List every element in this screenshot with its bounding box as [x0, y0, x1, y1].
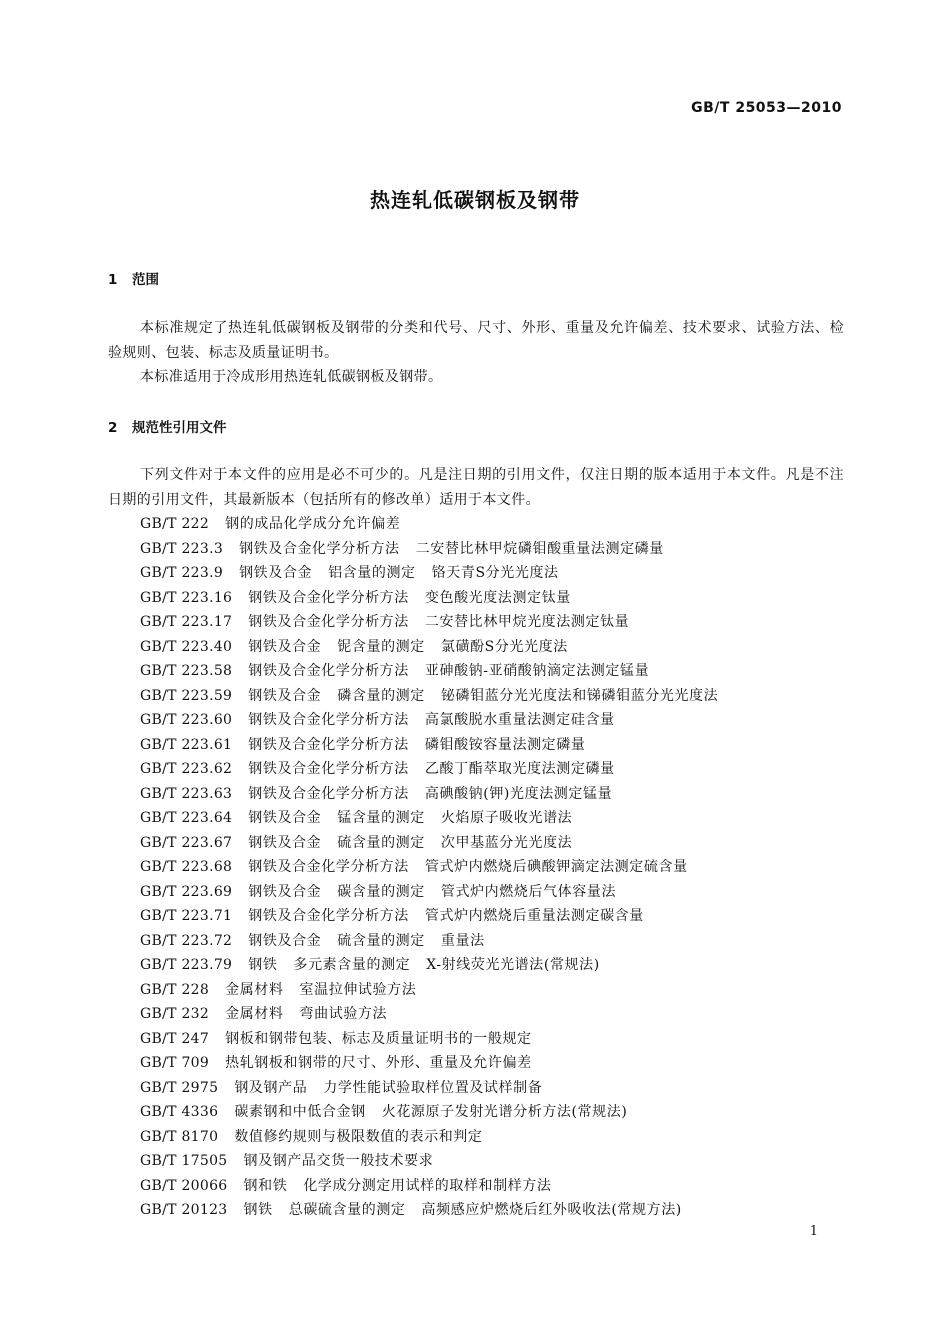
reference-code: GB/T 223.9	[140, 565, 224, 581]
reference-item	[140, 1076, 718, 1101]
section-1-number: 1	[108, 272, 118, 288]
reference-code: GB/T 17505	[140, 1153, 228, 1169]
reference-item	[140, 806, 718, 831]
reference-code: GB/T 223.67	[140, 834, 233, 851]
section-2-intro: 下列文件对于本文件的应用是必不可少的。凡是注日期的引用文件，仅注日期的版本适用于本文件。凡是不注日期的引用文件，其最新版本（包括所有的修改单）适用于本文件。	[108, 467, 844, 508]
reference-code: GB/T 223.17	[140, 614, 233, 630]
reference-item	[140, 757, 718, 782]
reference-code: GB/T 223.40	[140, 638, 233, 655]
section-2-number: 2	[108, 420, 118, 436]
reference-item	[140, 610, 718, 635]
reference-item	[140, 586, 718, 611]
reference-title-part: 力学性能试验取样位置及试样制备	[323, 1079, 543, 1096]
section-1-paragraph-1: 本标准规定了热连轧低碳钢板及钢带的分类和代号、尺寸、外形、重量及允许偏差、技术要求、试验方法、检验规则、包装、标志及质量证明书。	[108, 320, 844, 361]
section-1-title: 范围	[132, 272, 159, 288]
reference-title-part: 管式炉内燃烧后碘酸钾滴定法测定硫含量	[424, 859, 688, 875]
reference-title-part: 钢铁及合金	[248, 810, 322, 826]
document-title: 热连轧低碳钢板及钢带	[370, 188, 580, 212]
reference-item	[140, 659, 718, 684]
reference-title-part: 钢铁及合金	[248, 932, 322, 949]
reference-title-part: 多元素含量的测定	[293, 957, 411, 973]
section-2-title: 规范性引用文件	[132, 420, 227, 436]
section-2-heading	[108, 416, 227, 436]
reference-title-part: 铋磷钼蓝分光光度法和锑磷钼蓝分光光度法	[440, 687, 719, 704]
reference-title-part: 钢铁及合金	[248, 883, 322, 900]
reference-code: GB/T 222	[140, 516, 210, 532]
reference-title-part: 钢铁	[248, 957, 278, 973]
reference-title-part: 钢铁	[243, 1202, 273, 1218]
reference-title-part: 钢铁及合金化学分析方法	[248, 663, 409, 679]
reference-title-part: 二安替比林甲烷光度法测定钛量	[424, 614, 630, 630]
reference-code: GB/T 223.61	[140, 736, 233, 753]
reference-item	[140, 708, 718, 733]
reference-item	[140, 929, 718, 954]
reference-title-part: 总碳硫含量的测定	[288, 1202, 406, 1218]
reference-item	[140, 1027, 718, 1052]
reference-title-part: 数值修约规则与极限数值的表示和判定	[234, 1128, 483, 1145]
reference-title-part: 金属材料	[225, 981, 284, 998]
section-1-heading	[108, 268, 159, 288]
reference-item	[140, 953, 718, 978]
reference-code: GB/T 247	[140, 1030, 210, 1047]
reference-title-part: 氯磺酚S分光光度法	[440, 638, 568, 655]
reference-title-part: 铬天青S分光光度法	[431, 565, 559, 581]
reference-title-part: 碳素钢和中低合金钢	[234, 1104, 366, 1120]
standard-number: GB/T 25053—2010	[691, 100, 842, 116]
reference-item	[140, 1125, 718, 1150]
reference-title-part: 弯曲试验方法	[299, 1006, 388, 1022]
reference-item	[140, 537, 718, 562]
reference-title-part: 钢铁及合金化学分析方法	[248, 736, 409, 753]
reference-title-part: 硫含量的测定	[337, 834, 425, 851]
reference-code: GB/T 223.62	[140, 761, 233, 777]
reference-title-part: 钢和铁	[243, 1177, 288, 1194]
reference-code: GB/T 20066	[140, 1177, 228, 1194]
reference-item	[140, 1174, 718, 1199]
reference-title-part: 高频感应炉燃烧后红外吸收法(常规方法)	[421, 1202, 682, 1218]
reference-title-part: 碳含量的测定	[337, 883, 425, 900]
reference-title-part: 硫含量的测定	[337, 932, 425, 949]
reference-title-part: 钢及钢产品交货一般技术要求	[243, 1153, 434, 1169]
reference-code: GB/T 223.64	[140, 810, 233, 826]
reference-title-part: 钢铁及合金化学分析方法	[248, 785, 409, 802]
reference-code: GB/T 223.60	[140, 712, 233, 728]
reference-code: GB/T 223.71	[140, 908, 233, 924]
reference-item	[140, 561, 718, 586]
reference-title-part: 钢铁及合金化学分析方法	[239, 540, 400, 557]
reference-item	[140, 1051, 718, 1076]
reference-item	[140, 512, 718, 537]
reference-title-part: 磷钼酸铵容量法测定磷量	[424, 736, 586, 753]
reference-title-part: 钢铁及合金化学分析方法	[248, 589, 409, 606]
reference-title-part: X-射线荧光光谱法(常规法)	[426, 957, 600, 973]
reference-title-part: 乙酸丁酯萃取光度法测定磷量	[424, 761, 615, 777]
reference-code: GB/T 228	[140, 981, 210, 998]
reference-title-part: 管式炉内燃烧后重量法测定碳含量	[424, 908, 644, 924]
reference-code: GB/T 223.59	[140, 687, 233, 704]
reference-title-part: 钢铁及合金化学分析方法	[248, 614, 409, 630]
reference-item	[140, 1100, 718, 1125]
reference-title-part: 金属材料	[225, 1006, 284, 1022]
reference-code: GB/T 223.58	[140, 663, 233, 679]
reference-title-part: 铝含量的测定	[328, 565, 416, 581]
reference-title-part: 重量法	[440, 932, 485, 949]
reference-title-part: 钢铁及合金	[248, 687, 322, 704]
reference-code: GB/T 223.72	[140, 932, 233, 949]
reference-item	[140, 831, 718, 856]
reference-item	[140, 904, 718, 929]
page-number: 1	[809, 1224, 818, 1239]
reference-item	[140, 635, 718, 660]
reference-code: GB/T 2975	[140, 1079, 219, 1096]
reference-code: GB/T 8170	[140, 1128, 219, 1145]
reference-title-part: 管式炉内燃烧后气体容量法	[440, 883, 617, 900]
reference-title-part: 钢铁及合金化学分析方法	[248, 908, 409, 924]
reference-code: GB/T 232	[140, 1006, 210, 1022]
reference-title-part: 铌含量的测定	[337, 638, 425, 655]
reference-title-part: 磷含量的测定	[337, 687, 425, 704]
reference-code: GB/T 223.16	[140, 589, 233, 606]
reference-title-part: 钢铁及合金	[239, 565, 313, 581]
section-1-paragraph-2: 本标准适用于冷成形用热连轧低碳钢板及钢带。	[140, 369, 443, 385]
reference-code: GB/T 20123	[140, 1202, 228, 1218]
reference-code: GB/T 223.69	[140, 883, 233, 900]
reference-title-part: 化学成分测定用试样的取样和制样方法	[303, 1177, 552, 1194]
reference-code: GB/T 223.3	[140, 540, 224, 557]
reference-title-part: 火焰原子吸收光谱法	[440, 810, 573, 826]
reference-title-part: 高氯酸脱水重量法测定硅含量	[424, 712, 615, 728]
reference-title-part: 热轧钢板和钢带的尺寸、外形、重量及允许偏差	[225, 1055, 532, 1071]
reference-title-part: 钢铁及合金	[248, 638, 322, 655]
reference-code: GB/T 223.63	[140, 785, 233, 802]
reference-title-part: 二安替比林甲烷磷钼酸重量法测定磷量	[415, 540, 664, 557]
reference-code: GB/T 709	[140, 1055, 210, 1071]
reference-item	[140, 733, 718, 758]
reference-item	[140, 684, 718, 709]
reference-title-part: 钢铁及合金化学分析方法	[248, 859, 409, 875]
reference-title-part: 钢铁及合金化学分析方法	[248, 761, 409, 777]
reference-item	[140, 1149, 718, 1174]
reference-code: GB/T 223.68	[140, 859, 233, 875]
reference-title-part: 亚砷酸钠-亚硝酸钠滴定法测定锰量	[424, 663, 650, 679]
reference-item	[140, 978, 718, 1003]
reference-title-part: 火花源原子发射光谱分析方法(常规法)	[381, 1104, 628, 1120]
reference-item	[140, 855, 718, 880]
reference-code: GB/T 223.79	[140, 957, 233, 973]
reference-item	[140, 782, 718, 807]
reference-item	[140, 1002, 718, 1027]
reference-title-part: 室温拉伸试验方法	[299, 981, 417, 998]
reference-title-part: 锰含量的测定	[337, 810, 425, 826]
reference-title-part: 钢板和钢带包装、标志及质量证明书的一般规定	[225, 1030, 532, 1047]
reference-title-part: 钢铁及合金	[248, 834, 322, 851]
reference-title-part: 变色酸光度法测定钛量	[424, 589, 571, 606]
reference-title-part: 钢及钢产品	[234, 1079, 308, 1096]
reference-title-part: 钢的成品化学成分允许偏差	[225, 516, 401, 532]
reference-title-part: 高碘酸钠(钾)光度法测定锰量	[424, 785, 613, 802]
reference-title-part: 次甲基蓝分光光度法	[440, 834, 573, 851]
reference-list	[140, 512, 718, 1223]
reference-item	[140, 1198, 718, 1223]
reference-title-part: 钢铁及合金化学分析方法	[248, 712, 409, 728]
reference-code: GB/T 4336	[140, 1104, 219, 1120]
reference-item	[140, 880, 718, 905]
